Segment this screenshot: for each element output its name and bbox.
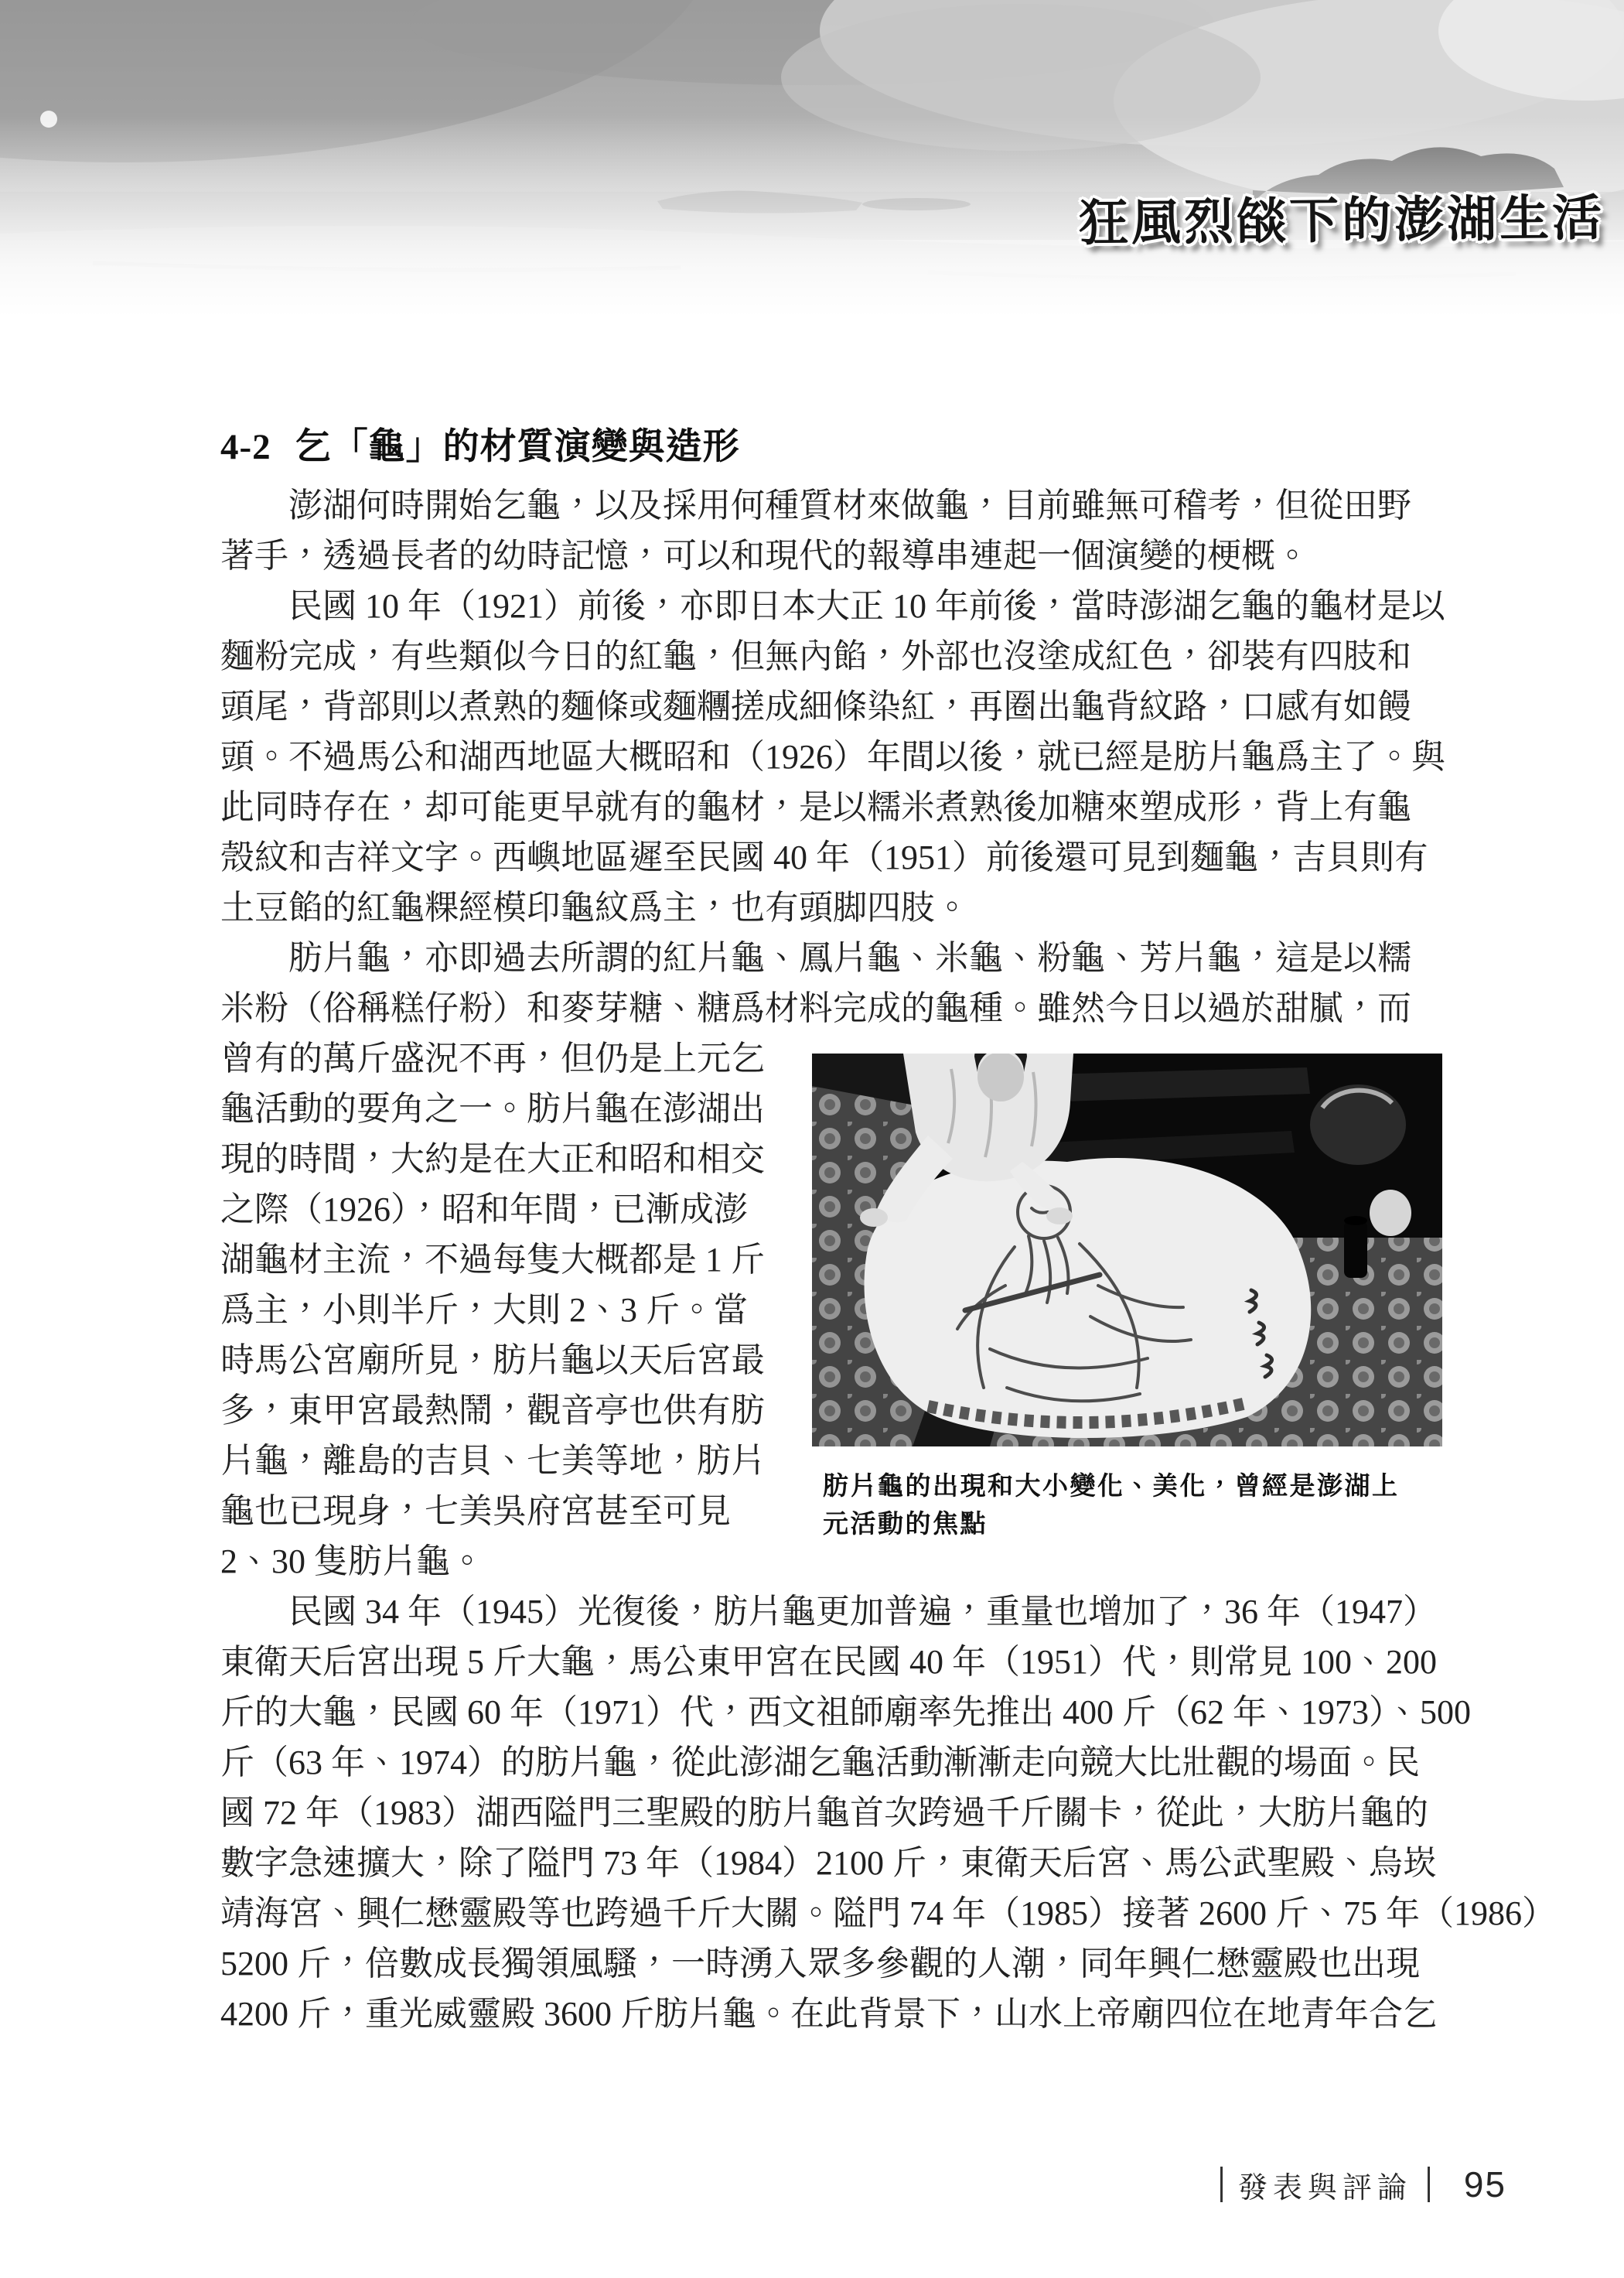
text-line: 之際（1926），昭和年間，已漸成澎 — [220, 1190, 748, 1228]
text-line: 米粉（俗稱糕仔粉）和麥芽糖、糖爲材料完成的龜種。雖然今日以過於甜膩，而 — [220, 989, 1411, 1027]
text-line: 多，東甲宮最熱鬧，觀音亭也供有肪 — [220, 1392, 765, 1429]
caption-line: 元活動的焦點 — [823, 1511, 988, 1539]
body-text — [220, 480, 1556, 2039]
text-line: 湖龜材主流，不過每隻大概都是 1 斤 — [220, 1241, 765, 1279]
text-line: 土豆餡的紅龜粿經模印龜紋爲主，也有頭脚四肢。 — [220, 889, 969, 927]
text-line: 片龜，離島的吉貝、七美等地，肪片 — [220, 1442, 765, 1480]
turtle-cake-photo-image — [812, 1054, 1442, 1446]
text-line: 肪片龜，亦即過去所謂的紅片龜、鳳片龜、米龜、粉龜、芳片龜，這是以糯 — [288, 939, 1411, 977]
photo-figure — [812, 1054, 1446, 1544]
photo-caption — [812, 1468, 1446, 1544]
text-line: 此同時存在，却可能更早就有的龜材，是以糯米煮熟後加糖來塑成形，背上有龜 — [220, 788, 1411, 826]
section-title: 乞「龜」的材質演變與造形 — [294, 427, 740, 467]
text-line: 斤的大龜，民國 60 年（1971）代，西文祖師廟率先推出 400 斤（62 年、1973）、500 — [220, 1693, 1471, 1731]
header-photo — [0, 0, 1624, 317]
text-line: 民國 10 年（1921）前後，亦即日本大正 10 年前後，當時澎湖乞龜的龜材是以 — [288, 587, 1445, 625]
caption-line: 肪片龜的出現和大小變化、美化，曾經是澎湖上 — [823, 1473, 1400, 1501]
footer-divider-right — [1428, 2167, 1430, 2202]
turtle-cake-photo — [812, 1054, 1442, 1446]
header-landscape-image — [0, 0, 1624, 317]
text-line: 靖海宮、興仁懋靈殿等也跨過千斤大關。隘門 74 年（1985）接著 2600 斤、75 年（1986） — [220, 1894, 1556, 1932]
section-number: 4-2 — [220, 427, 271, 467]
chapter-title: 狂風烈燄下的澎湖生活 — [1078, 190, 1605, 251]
text-line: 國 72 年（1983）湖西隘門三聖殿的肪片龜首次跨過千斤關卡，從此，大肪片龜的 — [220, 1794, 1428, 1832]
page-footer — [1205, 2163, 1506, 2206]
text-line: 4200 斤，重光威靈殿 3600 斤肪片龜。在此背景下，山水上帝廟四位在地青年合乞 — [220, 1995, 1437, 2033]
text-line: 民國 34 年（1945）光復後，肪片龜更加普遍，重量也增加了，36 年（1947） — [288, 1593, 1437, 1631]
text-line: 時馬公宮廟所見，肪片龜以天后宮最 — [220, 1341, 765, 1379]
text-line: 頭尾，背部則以煮熟的麵條或麵糰搓成細條染紅，再圈出龜背紋路，口感有如饅 — [220, 688, 1411, 726]
text-line: 現的時間，大約是在大正和昭和相交 — [220, 1140, 765, 1178]
text-line: 殼紋和吉祥文字。西嶼地區遲至民國 40 年（1951）前後還可見到麵龜，吉貝則有 — [220, 838, 1428, 876]
text-line: 澎湖何時開始乞龜，以及採用何種質材來做龜，目前雖無可稽考，但從田野 — [288, 487, 1411, 524]
text-line: 東衛天后宮出現 5 斤大龜，馬公東甲宮在民國 40 年（1951）代，則常見 100、200 — [220, 1643, 1437, 1681]
footer-label: 發表與評論 — [1237, 2171, 1412, 2205]
text-line: 爲主，小則半斤，大則 2、3 斤。當 — [220, 1291, 748, 1329]
text-line: 著手，透過長者的幼時記憶，可以和現代的報導串連起一個演變的梗概。 — [220, 537, 1309, 575]
text-line: 5200 斤，倍數成長獨領風騷，一時湧入眾多參觀的人潮，同年興仁懋靈殿也出現 — [220, 1945, 1420, 1983]
footer-divider-left — [1220, 2167, 1223, 2202]
text-line: 曾有的萬斤盛況不再，但仍是上元乞 — [220, 1040, 765, 1078]
text-line: 斤（63 年、1974）的肪片龜，從此澎湖乞龜活動漸漸走向競大比壯觀的場面。民 — [220, 1744, 1420, 1781]
text-line: 龜活動的要角之一。肪片龜在澎湖出 — [220, 1090, 765, 1128]
text-line: 2、30 隻肪片龜。 — [220, 1542, 484, 1580]
text-line: 數字急速擴大，除了隘門 73 年（1984）2100 斤，東衛天后宮、馬公武聖殿、烏崁 — [220, 1844, 1437, 1882]
text-line: 龜也已現身，七美吳府宮甚至可見 — [220, 1492, 731, 1530]
text-line: 麵粉完成，有些類似今日的紅龜，但無內餡，外部也沒塗成紅色，卻裝有四肢和 — [220, 637, 1411, 675]
content-area — [220, 309, 1556, 2039]
text-line: 頭。不過馬公和湖西地區大概昭和（1926）年間以後，就已經是肪片龜爲主了。與 — [220, 738, 1445, 776]
page-number: 95 — [1463, 2164, 1506, 2205]
section-heading — [220, 418, 1446, 470]
